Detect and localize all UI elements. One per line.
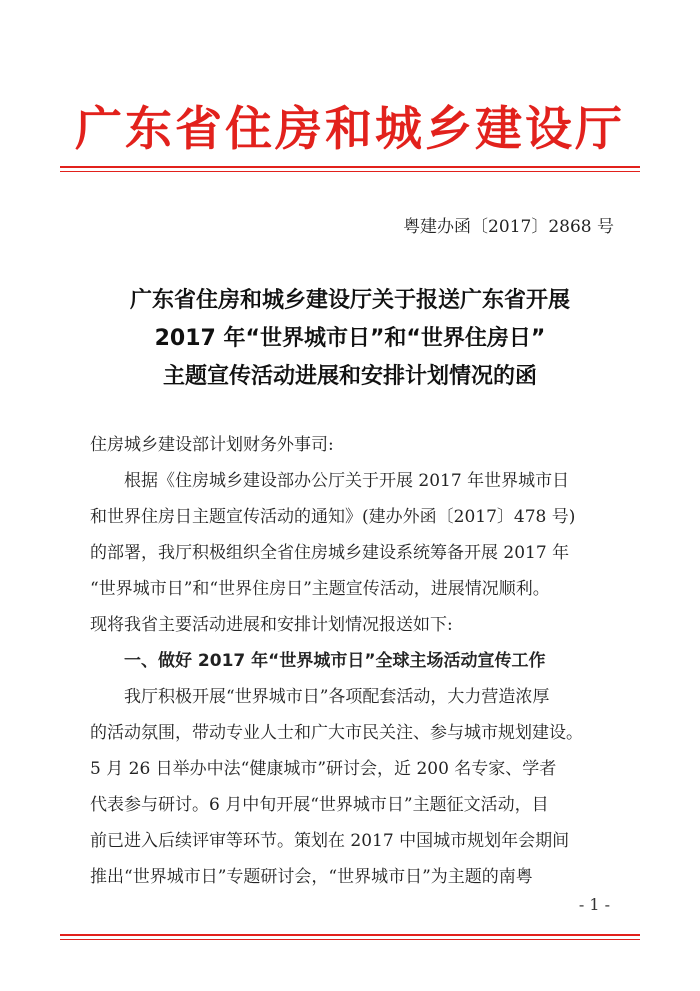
paragraph-line: 和世界住房日主题宣传活动的通知》(建办外函〔2017〕478 号): [90, 507, 576, 527]
paragraph-line: 的部署，我厅积极组织全省住房城乡建设系统筹备开展 2017 年: [90, 543, 570, 563]
document-body: [90, 427, 620, 895]
salutation: 住房城乡建设部计划财务外事司:: [90, 435, 334, 455]
footer-rule-thin: [60, 939, 640, 940]
masthead-rule-thin: [60, 171, 640, 172]
footer-rule-thick: [60, 934, 640, 936]
paragraph-line: 前已进入后续评审等环节。策划在 2017 中国城市规划年会期间: [90, 831, 570, 851]
paragraph-line: 的活动氛围，带动专业人士和广大市民关注、参与城市规划建设。: [90, 723, 583, 743]
paragraph-line: 现将我省主要活动进展和安排计划情况报送如下:: [90, 615, 453, 635]
document-title: [60, 282, 640, 396]
page-number: - 1 -: [578, 895, 610, 914]
document-number: 粤建办函〔2017〕2868 号: [403, 217, 614, 237]
masthead-org-name: 广东省住房和城乡建设厅: [75, 102, 625, 157]
title-line: 广东省住房和城乡建设厅关于报送广东省开展: [129, 288, 570, 313]
title-line: 主题宣传活动进展和安排计划情况的函: [162, 364, 537, 389]
paragraph-line: 代表参与研讨。6 月中旬开展“世界城市日”主题征文活动，目: [90, 795, 549, 815]
paragraph-line: 推出“世界城市日”专题研讨会，“世界城市日”为主题的南粤: [90, 867, 533, 887]
masthead-rule-thick: [60, 166, 640, 168]
paragraph-line: 5 月 26 日举办中法“健康城市”研讨会，近 200 名专家、学者: [90, 759, 557, 779]
title-line: 2017 年“世界城市日”和“世界住房日”: [154, 326, 546, 351]
section-heading: 一、做好 2017 年“世界城市日”全球主场活动宣传工作: [124, 651, 546, 671]
paragraph-line: “世界城市日”和“世界住房日”主题宣传活动，进展情况顺利。: [90, 579, 550, 599]
paragraph-line: 我厅积极开展“世界城市日”各项配套活动，大力营造浓厚: [124, 687, 550, 707]
paragraph-line: 根据《住房城乡建设部办公厅关于开展 2017 年世界城市日: [124, 471, 570, 491]
